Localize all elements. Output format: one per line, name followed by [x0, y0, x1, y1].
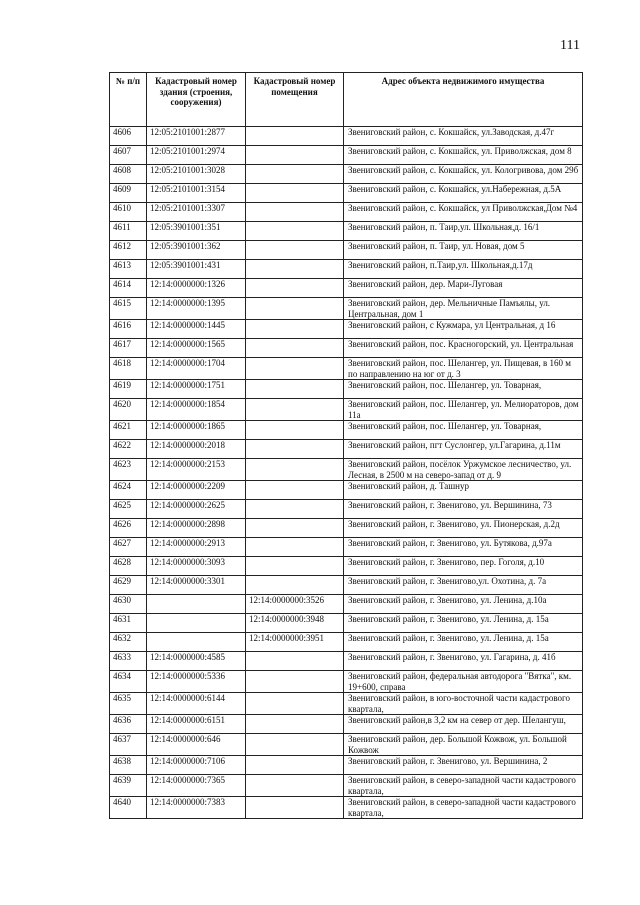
row-number: 4614: [110, 279, 147, 298]
building-cadastral-number: 12:05:2101001:3154: [147, 184, 246, 203]
table-row: [110, 358, 583, 380]
address: Звениговский район, пос. Шелангер, ул. Товарная,: [344, 421, 583, 440]
table-row: [110, 421, 583, 440]
address: Звениговский район, с Кужмара, ул Центральная, д 16: [344, 320, 583, 339]
table-row: [110, 775, 583, 797]
header-address: Адрес объекта недвижимого имущества: [344, 73, 583, 127]
row-number: 4613: [110, 260, 147, 279]
building-cadastral-number: 12:14:0000000:6144: [147, 693, 246, 715]
row-number: 4637: [110, 734, 147, 756]
address: Звениговский район, г. Звенигово, ул. Вершинина, 73: [344, 500, 583, 519]
building-cadastral-number: 12:14:0000000:2898: [147, 519, 246, 538]
building-cadastral-number: 12:05:3901001:431: [147, 260, 246, 279]
building-cadastral-number: 12:05:2101001:3307: [147, 203, 246, 222]
address: Звениговский район, г. Звенигово, пер. Гоголя, д.10: [344, 557, 583, 576]
premises-cadastral-number: [246, 146, 344, 165]
address: Звениговский район, дер. Мари-Луговая: [344, 279, 583, 298]
address: Звениговский район, г. Звенигово, ул. Ленина, д.10а: [344, 595, 583, 614]
table-row: [110, 165, 583, 184]
row-number: 4615: [110, 298, 147, 320]
address: Звениговский район, с. Кокшайск, ул.Набережная, д.5А: [344, 184, 583, 203]
building-cadastral-number: 12:14:0000000:2018: [147, 440, 246, 459]
table-row: [110, 298, 583, 320]
address: Звениговский район, г. Звенигово, ул. Бутякова, д.97а: [344, 538, 583, 557]
premises-cadastral-number: [246, 260, 344, 279]
building-cadastral-number: 12:14:0000000:646: [147, 734, 246, 756]
row-number: 4631: [110, 614, 147, 633]
premises-cadastral-number: [246, 797, 344, 819]
address: Звениговский район, с. Кокшайск, ул. Приволжская, дом 8: [344, 146, 583, 165]
table-row: [110, 614, 583, 633]
premises-cadastral-number: [246, 459, 344, 481]
address: Звениговский район, в северо-западной части кадастрового квартала,: [344, 775, 583, 797]
premises-cadastral-number: [246, 421, 344, 440]
building-cadastral-number: 12:05:2101001:3028: [147, 165, 246, 184]
premises-cadastral-number: [246, 298, 344, 320]
row-number: 4625: [110, 500, 147, 519]
header-number: № п/п: [110, 73, 147, 127]
table-row: [110, 146, 583, 165]
row-number: 4618: [110, 358, 147, 380]
premises-cadastral-number: [246, 519, 344, 538]
table-row: [110, 339, 583, 358]
premises-cadastral-number: [246, 557, 344, 576]
building-cadastral-number: [147, 614, 246, 633]
premises-cadastral-number: [246, 184, 344, 203]
address: Звениговский район, федеральная автодорога "Вятка", км. 19+600, справа: [344, 671, 583, 693]
premises-cadastral-number: [246, 339, 344, 358]
premises-cadastral-number: [246, 399, 344, 421]
row-number: 4608: [110, 165, 147, 184]
building-cadastral-number: 12:05:3901001:351: [147, 222, 246, 241]
table-row: [110, 260, 583, 279]
table-row: [110, 576, 583, 595]
address: Звениговский район, г. Звенигово, ул. Ленина, д. 15а: [344, 614, 583, 633]
premises-cadastral-number: [246, 693, 344, 715]
row-number: 4627: [110, 538, 147, 557]
premises-cadastral-number: [246, 203, 344, 222]
address: Звениговский район, г. Звенигово,ул. Охотина, д. 7а: [344, 576, 583, 595]
table-row: [110, 459, 583, 481]
premises-cadastral-number: [246, 734, 344, 756]
address: Звениговский район, п. Таир,ул. Школьная,д. 16/1: [344, 222, 583, 241]
building-cadastral-number: 12:14:0000000:1854: [147, 399, 246, 421]
building-cadastral-number: 12:05:2101001:2974: [147, 146, 246, 165]
premises-cadastral-number: [246, 576, 344, 595]
building-cadastral-number: 12:14:0000000:1445: [147, 320, 246, 339]
address: Звениговский район, д. Ташнур: [344, 481, 583, 500]
row-number: 4632: [110, 633, 147, 652]
row-number: 4624: [110, 481, 147, 500]
row-number: 4626: [110, 519, 147, 538]
table-row: [110, 380, 583, 399]
table-row: [110, 538, 583, 557]
premises-cadastral-number: [246, 481, 344, 500]
premises-cadastral-number: [246, 652, 344, 671]
header-premises-cadastral: Кадастровый номер помещения: [246, 73, 344, 127]
building-cadastral-number: 12:14:0000000:4585: [147, 652, 246, 671]
address: Звениговский район, п. Таир, ул. Новая, дом 5: [344, 241, 583, 260]
address: Звениговский район, с. Кокшайск, ул. Кологривова, дом 29б: [344, 165, 583, 184]
table-row: [110, 127, 583, 146]
table-row: [110, 595, 583, 614]
row-number: 4634: [110, 671, 147, 693]
row-number: 4622: [110, 440, 147, 459]
address: Звениговский район, пос. Красногорский, ул. Центральная: [344, 339, 583, 358]
row-number: 4628: [110, 557, 147, 576]
building-cadastral-number: 12:14:0000000:1704: [147, 358, 246, 380]
building-cadastral-number: 12:14:0000000:3301: [147, 576, 246, 595]
address: Звениговский район, г. Звенигово, ул. Пионерская, д.2д: [344, 519, 583, 538]
address: Звениговский район, г. Звенигово, ул. Ленина, д. 15а: [344, 633, 583, 652]
building-cadastral-number: 12:14:0000000:7365: [147, 775, 246, 797]
premises-cadastral-number: 12:14:0000000:3951: [246, 633, 344, 652]
table-row: [110, 797, 583, 819]
address: Звениговский район, г. Звенигово, ул. Вершинина, 2: [344, 756, 583, 775]
table-row: [110, 500, 583, 519]
table-row: [110, 184, 583, 203]
row-number: 4629: [110, 576, 147, 595]
table-header-row: [110, 73, 583, 127]
address: Звениговский район, п.Таир,ул. Школьная,д.17д: [344, 260, 583, 279]
premises-cadastral-number: [246, 756, 344, 775]
address: Звениговский район, пос. Шелангер, ул. Мелиораторов, дом 11а: [344, 399, 583, 421]
building-cadastral-number: 12:14:0000000:1751: [147, 380, 246, 399]
row-number: 4616: [110, 320, 147, 339]
row-number: 4617: [110, 339, 147, 358]
building-cadastral-number: 12:14:0000000:1326: [147, 279, 246, 298]
premises-cadastral-number: 12:14:0000000:3526: [246, 595, 344, 614]
row-number: 4619: [110, 380, 147, 399]
premises-cadastral-number: [246, 671, 344, 693]
table-row: [110, 693, 583, 715]
table-row: [110, 756, 583, 775]
building-cadastral-number: 12:14:0000000:2913: [147, 538, 246, 557]
table-row: [110, 481, 583, 500]
row-number: 4639: [110, 775, 147, 797]
table-row: [110, 279, 583, 298]
building-cadastral-number: [147, 595, 246, 614]
building-cadastral-number: 12:14:0000000:7106: [147, 756, 246, 775]
table-row: [110, 203, 583, 222]
row-number: 4638: [110, 756, 147, 775]
building-cadastral-number: 12:05:2101001:2877: [147, 127, 246, 146]
address: Звениговский район, пос. Шелангер, ул. Пищевая, в 160 м по направлению на юг от д. 3: [344, 358, 583, 380]
row-number: 4630: [110, 595, 147, 614]
table-row: [110, 652, 583, 671]
building-cadastral-number: 12:14:0000000:2625: [147, 500, 246, 519]
building-cadastral-number: 12:14:0000000:2209: [147, 481, 246, 500]
row-number: 4612: [110, 241, 147, 260]
building-cadastral-number: 12:14:0000000:1565: [147, 339, 246, 358]
premises-cadastral-number: [246, 320, 344, 339]
premises-cadastral-number: [246, 775, 344, 797]
table-row: [110, 222, 583, 241]
table-row: [110, 633, 583, 652]
row-number: 4620: [110, 399, 147, 421]
table-row: [110, 440, 583, 459]
table-row: [110, 557, 583, 576]
address: Звениговский район,в 3,2 км на север от дер. Шелангуш,: [344, 715, 583, 734]
premises-cadastral-number: [246, 440, 344, 459]
building-cadastral-number: 12:14:0000000:6151: [147, 715, 246, 734]
row-number: 4636: [110, 715, 147, 734]
row-number: 4611: [110, 222, 147, 241]
address: Звениговский район, посёлок Уржумское лесничество, ул. Лесная, в 2500 м на северо-запад от д. 9: [344, 459, 583, 481]
premises-cadastral-number: [246, 500, 344, 519]
property-table: [109, 72, 583, 819]
address: Звениговский район, пос. Шелангер, ул. Товарная,: [344, 380, 583, 399]
premises-cadastral-number: [246, 715, 344, 734]
address: Звениговский район, с. Кокшайск, ул.Заводская, д.47г: [344, 127, 583, 146]
table-row: [110, 241, 583, 260]
address: Звениговский район, пгт Суслонгер, ул.Гагарина, д.11м: [344, 440, 583, 459]
row-number: 4623: [110, 459, 147, 481]
row-number: 4640: [110, 797, 147, 819]
premises-cadastral-number: 12:14:0000000:3948: [246, 614, 344, 633]
row-number: 4621: [110, 421, 147, 440]
building-cadastral-number: 12:14:0000000:5336: [147, 671, 246, 693]
building-cadastral-number: 12:14:0000000:1865: [147, 421, 246, 440]
row-number: 4606: [110, 127, 147, 146]
table-row: [110, 399, 583, 421]
building-cadastral-number: 12:14:0000000:3093: [147, 557, 246, 576]
address: Звениговский район, с. Кокшайск, ул Приволжская,Дом №4: [344, 203, 583, 222]
address: Звениговский район, в юго-восточной части кадастрового квартала,: [344, 693, 583, 715]
address: Звениговский район, дер. Большой Кожвож, ул. Большой Кожвож: [344, 734, 583, 756]
premises-cadastral-number: [246, 279, 344, 298]
header-building-cadastral: Кадастровый номер здания (строения, сооружения): [147, 73, 246, 127]
premises-cadastral-number: [246, 165, 344, 184]
table-row: [110, 715, 583, 734]
row-number: 4633: [110, 652, 147, 671]
premises-cadastral-number: [246, 538, 344, 557]
row-number: 4609: [110, 184, 147, 203]
building-cadastral-number: 12:14:0000000:1395: [147, 298, 246, 320]
table-row: [110, 519, 583, 538]
premises-cadastral-number: [246, 358, 344, 380]
premises-cadastral-number: [246, 241, 344, 260]
building-cadastral-number: 12:05:3901001:362: [147, 241, 246, 260]
table-row: [110, 320, 583, 339]
premises-cadastral-number: [246, 380, 344, 399]
table-row: [110, 671, 583, 693]
building-cadastral-number: 12:14:0000000:7383: [147, 797, 246, 819]
row-number: 4607: [110, 146, 147, 165]
address: Звениговский район, в северо-западной части кадастрового квартала,: [344, 797, 583, 819]
premises-cadastral-number: [246, 222, 344, 241]
address: Звениговский район, г. Звенигово, ул. Гагарина, д. 41б: [344, 652, 583, 671]
building-cadastral-number: 12:14:0000000:2153: [147, 459, 246, 481]
row-number: 4610: [110, 203, 147, 222]
page-number: 111: [560, 38, 580, 53]
table-row: [110, 734, 583, 756]
building-cadastral-number: [147, 633, 246, 652]
premises-cadastral-number: [246, 127, 344, 146]
row-number: 4635: [110, 693, 147, 715]
address: Звениговский район, дер. Мельничные Памъялы, ул. Центральная, дом 1: [344, 298, 583, 320]
